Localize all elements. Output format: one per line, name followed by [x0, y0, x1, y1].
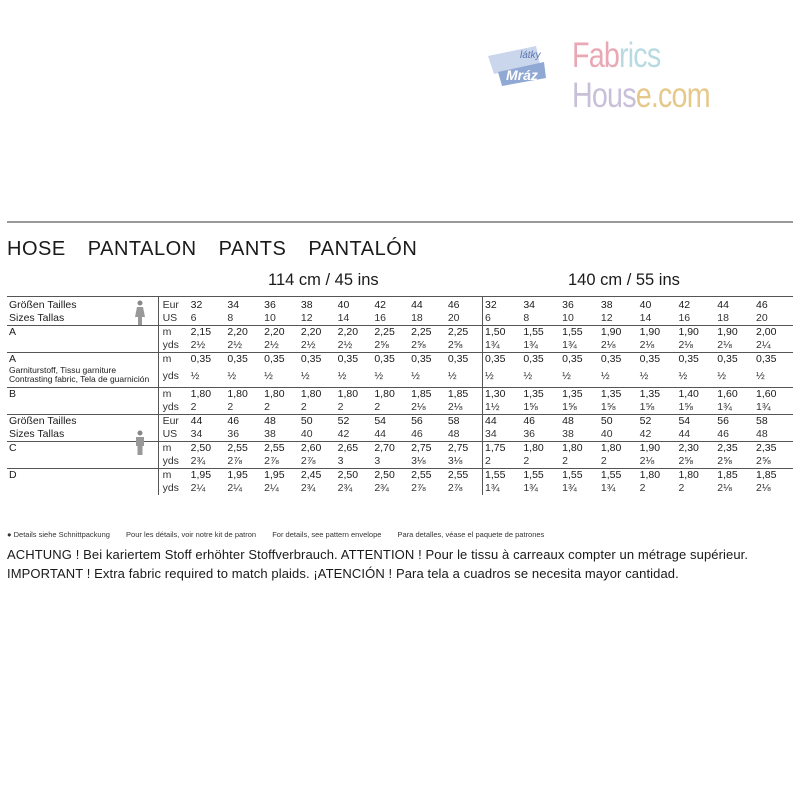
- yards-cell: 2¼: [227, 482, 243, 494]
- unit-metres: m: [158, 388, 189, 402]
- yards-cell: ½: [411, 370, 420, 382]
- yards-cell: 1¾: [483, 339, 522, 353]
- size-us-cell: 12: [300, 312, 313, 324]
- yards-cell: 2½: [227, 339, 243, 351]
- yards-cell: ½: [337, 370, 347, 382]
- yards-cell: 1⅝: [639, 401, 655, 413]
- contrast-fabric-label: Garniturstoff, Tissu garniture Contrasting fabric, Tela de guarnición: [9, 365, 150, 384]
- note-en: For details, see pattern envelope: [272, 530, 382, 539]
- yards-cell: 2¼: [756, 339, 771, 351]
- size-eur-cell: 40: [638, 297, 677, 313]
- metres-cell: 1,80: [638, 469, 677, 483]
- size-us-cell: 12: [600, 312, 613, 324]
- yards-cell: 2⅝: [374, 339, 389, 351]
- metres-cell: 2,70: [372, 442, 409, 456]
- yards-cell: 1½: [483, 401, 522, 415]
- yardage-row-yards: [7, 455, 793, 469]
- yards-cell: ½: [190, 370, 200, 382]
- metres-cell: 1,55: [521, 326, 560, 340]
- yards-cell: 2⅝: [411, 339, 426, 351]
- metres-cell: 2,55: [409, 469, 446, 483]
- yards-cell: 2⅛: [717, 339, 732, 351]
- yards-cell: 2: [678, 482, 685, 494]
- size-eur-cell: 48: [262, 415, 299, 429]
- size-eur-cell: 44: [715, 297, 754, 313]
- size-us-cell: 42: [337, 428, 350, 440]
- metres-cell: 2,55: [262, 442, 299, 456]
- size-row-us: [7, 428, 793, 442]
- metres-cell: 2,45: [299, 469, 336, 483]
- size-eur-cell: 58: [446, 415, 483, 429]
- metres-cell: 0,35: [676, 353, 715, 371]
- size-eur-cell: 46: [446, 297, 483, 313]
- size-us-cell: 14: [639, 312, 652, 324]
- yards-cell: 2½: [264, 339, 279, 351]
- yards-cell: 3: [337, 455, 344, 467]
- metres-cell: 2,25: [446, 326, 483, 340]
- metres-cell: 2,65: [336, 442, 373, 456]
- yards-cell: 2: [337, 401, 344, 413]
- unit-metres: m: [158, 353, 189, 371]
- yards-cell: 2: [300, 401, 307, 413]
- size-eur-cell: 38: [299, 297, 336, 313]
- yards-cell: 2⅛: [639, 455, 655, 467]
- metres-cell: 2,75: [409, 442, 446, 456]
- size-eur-cell: 50: [299, 415, 336, 429]
- metres-cell: 1,30: [483, 388, 522, 402]
- note-es: Para detalles, véase el paquete de patrones: [397, 530, 545, 539]
- unit-eur: Eur: [158, 415, 189, 429]
- metres-cell: 1,35: [638, 388, 677, 402]
- size-eur-cell: 44: [483, 415, 522, 429]
- metres-cell: 2,50: [336, 469, 373, 483]
- yards-cell: 2: [483, 455, 522, 469]
- yards-cell: 2⅛: [447, 401, 463, 413]
- metres-cell: 2,75: [446, 442, 483, 456]
- size-eur-cell: 52: [336, 415, 373, 429]
- woman-figure-icon: [134, 300, 146, 326]
- size-eur-cell: 36: [560, 297, 599, 313]
- size-us-cell: 18: [411, 312, 423, 324]
- heading-fr: PANTALON: [87, 238, 197, 260]
- yards-cell: 2⅛: [600, 339, 616, 351]
- yards-cell: 2: [264, 401, 270, 413]
- metres-cell: 1,35: [599, 388, 638, 402]
- yards-cell: 1¾: [562, 482, 577, 494]
- yardage-row-metres: [7, 353, 793, 371]
- yards-cell: 1¾: [717, 401, 732, 413]
- size-us-cell: 40: [300, 428, 313, 440]
- yards-cell: 2⅞: [300, 455, 316, 467]
- yards-cell: 1⅝: [600, 401, 616, 413]
- metres-cell: 1,55: [521, 469, 560, 483]
- metres-cell: 1,80: [336, 388, 373, 402]
- size-eur-cell: 54: [372, 415, 409, 429]
- size-us-cell: 48: [447, 428, 460, 440]
- metres-cell: 1,55: [560, 469, 599, 483]
- metres-cell: 1,90: [638, 326, 677, 340]
- size-us-cell: 14: [337, 312, 350, 324]
- fabrics-house-logo: Fabrics House.com: [572, 36, 710, 115]
- metres-cell: 2,50: [189, 442, 226, 456]
- size-label-en-es: Sizes Tallas: [9, 312, 65, 324]
- yards-cell: 1¾: [756, 401, 771, 413]
- metres-cell: 1,80: [262, 388, 299, 402]
- metres-cell: 0,35: [599, 353, 638, 371]
- metres-cell: 1,50: [483, 326, 522, 340]
- metres-cell: 0,35: [336, 353, 373, 371]
- fabric-yardage-table: [7, 296, 793, 495]
- size-eur-cell: 48: [560, 415, 599, 429]
- size-eur-cell: 46: [754, 297, 793, 313]
- yards-cell: 2: [562, 455, 568, 467]
- size-us-cell: 42: [639, 428, 652, 440]
- metres-cell: 1,55: [483, 469, 522, 483]
- unit-eur: Eur: [158, 297, 189, 313]
- size-us-cell: 36: [523, 428, 536, 440]
- unit-yards: yds: [158, 482, 189, 495]
- unit-metres: m: [158, 469, 189, 483]
- unit-us: US: [158, 312, 189, 326]
- metres-cell: 2,25: [409, 326, 446, 340]
- metres-cell: 1,80: [372, 388, 409, 402]
- yards-cell: 2⅛: [678, 339, 694, 351]
- size-eur-cell: 42: [372, 297, 409, 313]
- metres-cell: 1,35: [521, 388, 560, 402]
- metres-cell: 2,55: [225, 442, 262, 456]
- metres-cell: 1,80: [225, 388, 262, 402]
- view-letter: A: [9, 353, 17, 365]
- metres-cell: 1,90: [599, 326, 638, 340]
- size-eur-cell: 36: [262, 297, 299, 313]
- yards-cell: 3: [374, 455, 381, 467]
- yards-cell: 2¼: [264, 482, 279, 494]
- metres-cell: 2,60: [299, 442, 336, 456]
- view-letter: B: [9, 388, 17, 400]
- size-us-cell: 20: [447, 312, 460, 324]
- size-row-us: [7, 312, 793, 326]
- size-eur-cell: 50: [599, 415, 638, 429]
- yards-cell: 2½: [337, 339, 353, 351]
- metres-cell: 0,35: [446, 353, 483, 371]
- size-eur-cell: 58: [754, 415, 793, 429]
- unit-us: US: [158, 428, 189, 442]
- size-us-cell: 34: [190, 428, 203, 440]
- metres-cell: 0,35: [638, 353, 677, 371]
- size-us-cell: 46: [411, 428, 423, 440]
- size-eur-cell: 38: [599, 297, 638, 313]
- latky-mraz-logo: [484, 42, 556, 86]
- metres-cell: 2,20: [336, 326, 373, 340]
- size-us-cell: 18: [717, 312, 729, 324]
- heading-de: HOSE: [7, 238, 66, 260]
- size-us-cell: 10: [562, 312, 574, 324]
- view-label: [7, 326, 158, 340]
- yards-cell: 1¾: [600, 482, 616, 494]
- size-eur-cell: 56: [409, 415, 446, 429]
- metres-cell: 0,35: [521, 353, 560, 371]
- yards-cell: 3⅛: [447, 455, 463, 467]
- view-letter: C: [9, 442, 17, 454]
- metres-cell: 1,95: [262, 469, 299, 483]
- metres-cell: 1,60: [715, 388, 754, 402]
- yards-cell: 1¾: [523, 482, 538, 494]
- metres-cell: 2,20: [225, 326, 262, 340]
- yards-cell: 2: [190, 401, 197, 413]
- yards-cell: 2⅝: [717, 455, 732, 467]
- metres-cell: 1,35: [560, 388, 599, 402]
- size-label-de-fr: Größen Tailles: [7, 415, 158, 429]
- yardage-row-metres: [7, 442, 793, 456]
- yards-cell: ½: [447, 370, 457, 382]
- yards-cell: ½: [523, 370, 533, 382]
- yards-cell: 2¾: [337, 482, 353, 494]
- metres-cell: 1,80: [189, 388, 226, 402]
- metres-cell: 1,85: [409, 388, 446, 402]
- yards-cell: ½: [639, 370, 649, 382]
- metres-cell: 1,95: [189, 469, 226, 483]
- size-us-cell: 10: [264, 312, 276, 324]
- metres-cell: 1,90: [715, 326, 754, 340]
- metres-cell: 1,90: [638, 442, 677, 456]
- size-us-cell: 8: [227, 312, 234, 324]
- heading-es: PANTALÓN: [308, 238, 418, 260]
- metres-cell: 2,55: [446, 469, 483, 483]
- yards-cell: 2⅛: [411, 401, 426, 413]
- unit-yards: yds: [158, 339, 189, 353]
- metres-cell: 1,80: [560, 442, 599, 456]
- details-notes: [7, 530, 558, 539]
- note-fr: Pour les détails, voir notre kit de patron: [126, 530, 257, 539]
- metres-cell: 0,35: [754, 353, 793, 371]
- metres-cell: 1,85: [446, 388, 483, 402]
- garment-heading: [7, 238, 433, 261]
- size-row-eur: [7, 415, 793, 429]
- yards-cell: 2¾: [300, 482, 316, 494]
- metres-cell: 1,40: [676, 388, 715, 402]
- yards-cell: ½: [374, 370, 384, 382]
- metres-cell: 1,80: [599, 442, 638, 456]
- size-us-cell: 40: [600, 428, 613, 440]
- metres-cell: 0,35: [225, 353, 262, 371]
- divider-line: [7, 221, 793, 223]
- metres-cell: 0,35: [409, 353, 446, 371]
- yards-cell: 1¾: [562, 339, 577, 351]
- plaid-warning-line-2: IMPORTANT ! Extra fabric required to match plaids. ¡ATENCIÓN ! Para tela a cuadros se necesita mayor cantidad.: [7, 566, 679, 581]
- unit-metres: m: [158, 326, 189, 340]
- size-eur-cell: 34: [225, 297, 262, 313]
- metres-cell: 1,80: [676, 469, 715, 483]
- heading-en: PANTS: [218, 238, 287, 260]
- yards-cell: ½: [600, 370, 610, 382]
- size-us-cell: 8: [523, 312, 530, 324]
- yardage-row-yards: [7, 482, 793, 495]
- yards-cell: 2⅝: [678, 455, 694, 467]
- size-row-eur: [7, 297, 793, 313]
- size-us-cell: 20: [756, 312, 768, 324]
- size-us-cell: 16: [678, 312, 691, 324]
- yardage-row-metres: [7, 326, 793, 340]
- size-eur-cell: 44: [409, 297, 446, 313]
- yards-cell: 2: [523, 455, 530, 467]
- metres-cell: 1,80: [521, 442, 560, 456]
- yards-cell: 2⅞: [227, 455, 243, 467]
- yards-cell: ½: [227, 370, 237, 382]
- size-us-cell: 16: [374, 312, 387, 324]
- metres-cell: 1,90: [676, 326, 715, 340]
- svg-text:Mráz: Mráz: [506, 67, 538, 83]
- yards-cell: 2½: [300, 339, 316, 351]
- yards-cell: ½: [562, 370, 571, 382]
- yards-cell: ½: [483, 370, 522, 388]
- view-label: [7, 469, 158, 483]
- metres-cell: 2,35: [754, 442, 793, 456]
- metres-cell: 0,35: [299, 353, 336, 371]
- yards-cell: 1⅝: [562, 401, 577, 413]
- yards-cell: ½: [717, 370, 726, 382]
- yards-cell: ½: [756, 370, 765, 382]
- view-letter: A: [9, 326, 17, 338]
- empty-label: [7, 401, 158, 415]
- size-eur-cell: 56: [715, 415, 754, 429]
- size-eur-cell: 34: [521, 297, 560, 313]
- metres-cell: 2,35: [715, 442, 754, 456]
- metres-cell: 2,50: [372, 469, 409, 483]
- yards-cell: 2¾: [374, 482, 389, 494]
- metres-cell: 2,00: [754, 326, 793, 340]
- size-label-en-es: Sizes Tallas: [9, 428, 65, 440]
- yards-cell: 2: [374, 401, 381, 413]
- size-eur-cell: 42: [676, 297, 715, 313]
- yards-cell: 2⅛: [756, 482, 771, 494]
- yards-cell: 2: [639, 482, 646, 494]
- size-us-cell: 34: [483, 428, 522, 442]
- svg-text:látky: látky: [520, 50, 541, 61]
- note-de: ● Details siehe Schnittpackung: [7, 530, 110, 539]
- yards-cell: 3⅛: [411, 455, 426, 467]
- yards-cell: 2: [600, 455, 607, 467]
- yards-cell: 2⅛: [717, 482, 732, 494]
- yards-cell: 1¾: [483, 482, 522, 495]
- unit-yards: yds: [158, 455, 189, 469]
- metres-cell: 1,85: [715, 469, 754, 483]
- plaid-warning-line-1: ACHTUNG ! Bei kariertem Stoff erhöhter Stoffverbrauch. ATTENTION ! Pour le tissu à carreaux compter un métrage supérieur.: [7, 547, 749, 562]
- yards-cell: ½: [264, 370, 273, 382]
- size-eur-cell: 44: [189, 415, 226, 429]
- unit-metres: m: [158, 442, 189, 456]
- metres-cell: 2,25: [372, 326, 409, 340]
- size-us-cell: 46: [717, 428, 729, 440]
- size-eur-cell: 54: [676, 415, 715, 429]
- unit-yards: yds: [158, 370, 189, 388]
- yardage-row-metres: [7, 388, 793, 402]
- yards-cell: 2⅞: [264, 455, 279, 467]
- metres-cell: 1,55: [560, 326, 599, 340]
- yards-cell: 2: [227, 401, 234, 413]
- metres-cell: 2,20: [299, 326, 336, 340]
- size-eur-cell: 32: [483, 297, 522, 313]
- metres-cell: 0,35: [483, 353, 522, 371]
- yardage-row-metres: [7, 469, 793, 483]
- yards-cell: 1¾: [523, 339, 538, 351]
- metres-cell: 0,35: [715, 353, 754, 371]
- yards-cell: 2⅞: [447, 482, 463, 494]
- size-eur-cell: 32: [189, 297, 226, 313]
- metres-cell: 2,15: [189, 326, 226, 340]
- empty-label: [7, 482, 158, 495]
- size-eur-cell: 46: [521, 415, 560, 429]
- metres-cell: 0,35: [189, 353, 226, 371]
- empty-label: [7, 339, 158, 353]
- size-us-cell: 38: [562, 428, 574, 440]
- metres-cell: 1,75: [483, 442, 522, 456]
- empty-label: [7, 455, 158, 469]
- yards-cell: 2½: [190, 339, 206, 351]
- metres-cell: 1,85: [754, 469, 793, 483]
- metres-cell: 1,55: [599, 469, 638, 483]
- view-label: [7, 388, 158, 402]
- size-us-cell: 44: [374, 428, 387, 440]
- unit-yards: yds: [158, 401, 189, 415]
- yards-cell: 2⅛: [639, 339, 655, 351]
- metres-cell: 0,35: [372, 353, 409, 371]
- man-figure-icon: [134, 430, 146, 456]
- size-eur-cell: 40: [336, 297, 373, 313]
- view-letter: D: [9, 469, 17, 481]
- view-label: [7, 353, 158, 388]
- yards-cell: 2¼: [190, 482, 206, 494]
- size-us-cell: 36: [227, 428, 240, 440]
- fabric-width-140: 140 cm / 55 ins: [568, 271, 680, 289]
- size-us-cell: 6: [483, 312, 522, 326]
- yards-cell: ½: [678, 370, 688, 382]
- size-us-cell: 6: [190, 312, 197, 324]
- metres-cell: 0,35: [262, 353, 299, 371]
- metres-cell: 2,20: [262, 326, 299, 340]
- metres-cell: 1,80: [299, 388, 336, 402]
- metres-cell: 1,60: [754, 388, 793, 402]
- yards-cell: 1⅝: [678, 401, 694, 413]
- yardage-row-yards: [7, 339, 793, 353]
- yards-cell: ½: [300, 370, 310, 382]
- yards-cell: 2⅞: [411, 482, 426, 494]
- size-us-cell: 48: [756, 428, 768, 440]
- yards-cell: 2⅝: [447, 339, 463, 351]
- metres-cell: 2,30: [676, 442, 715, 456]
- size-eur-cell: 46: [225, 415, 262, 429]
- yardage-row-yards: [7, 401, 793, 415]
- yards-cell: 1⅝: [523, 401, 538, 413]
- size-us-cell: 44: [678, 428, 691, 440]
- metres-cell: 0,35: [560, 353, 599, 371]
- metres-cell: 1,95: [225, 469, 262, 483]
- size-eur-cell: 52: [638, 415, 677, 429]
- size-us-cell: 38: [264, 428, 276, 440]
- yards-cell: 2¾: [190, 455, 206, 467]
- yards-cell: 2⅝: [756, 455, 771, 467]
- fabric-width-114: 114 cm / 45 ins: [268, 271, 379, 289]
- size-label-de-fr: Größen Tailles: [7, 297, 158, 313]
